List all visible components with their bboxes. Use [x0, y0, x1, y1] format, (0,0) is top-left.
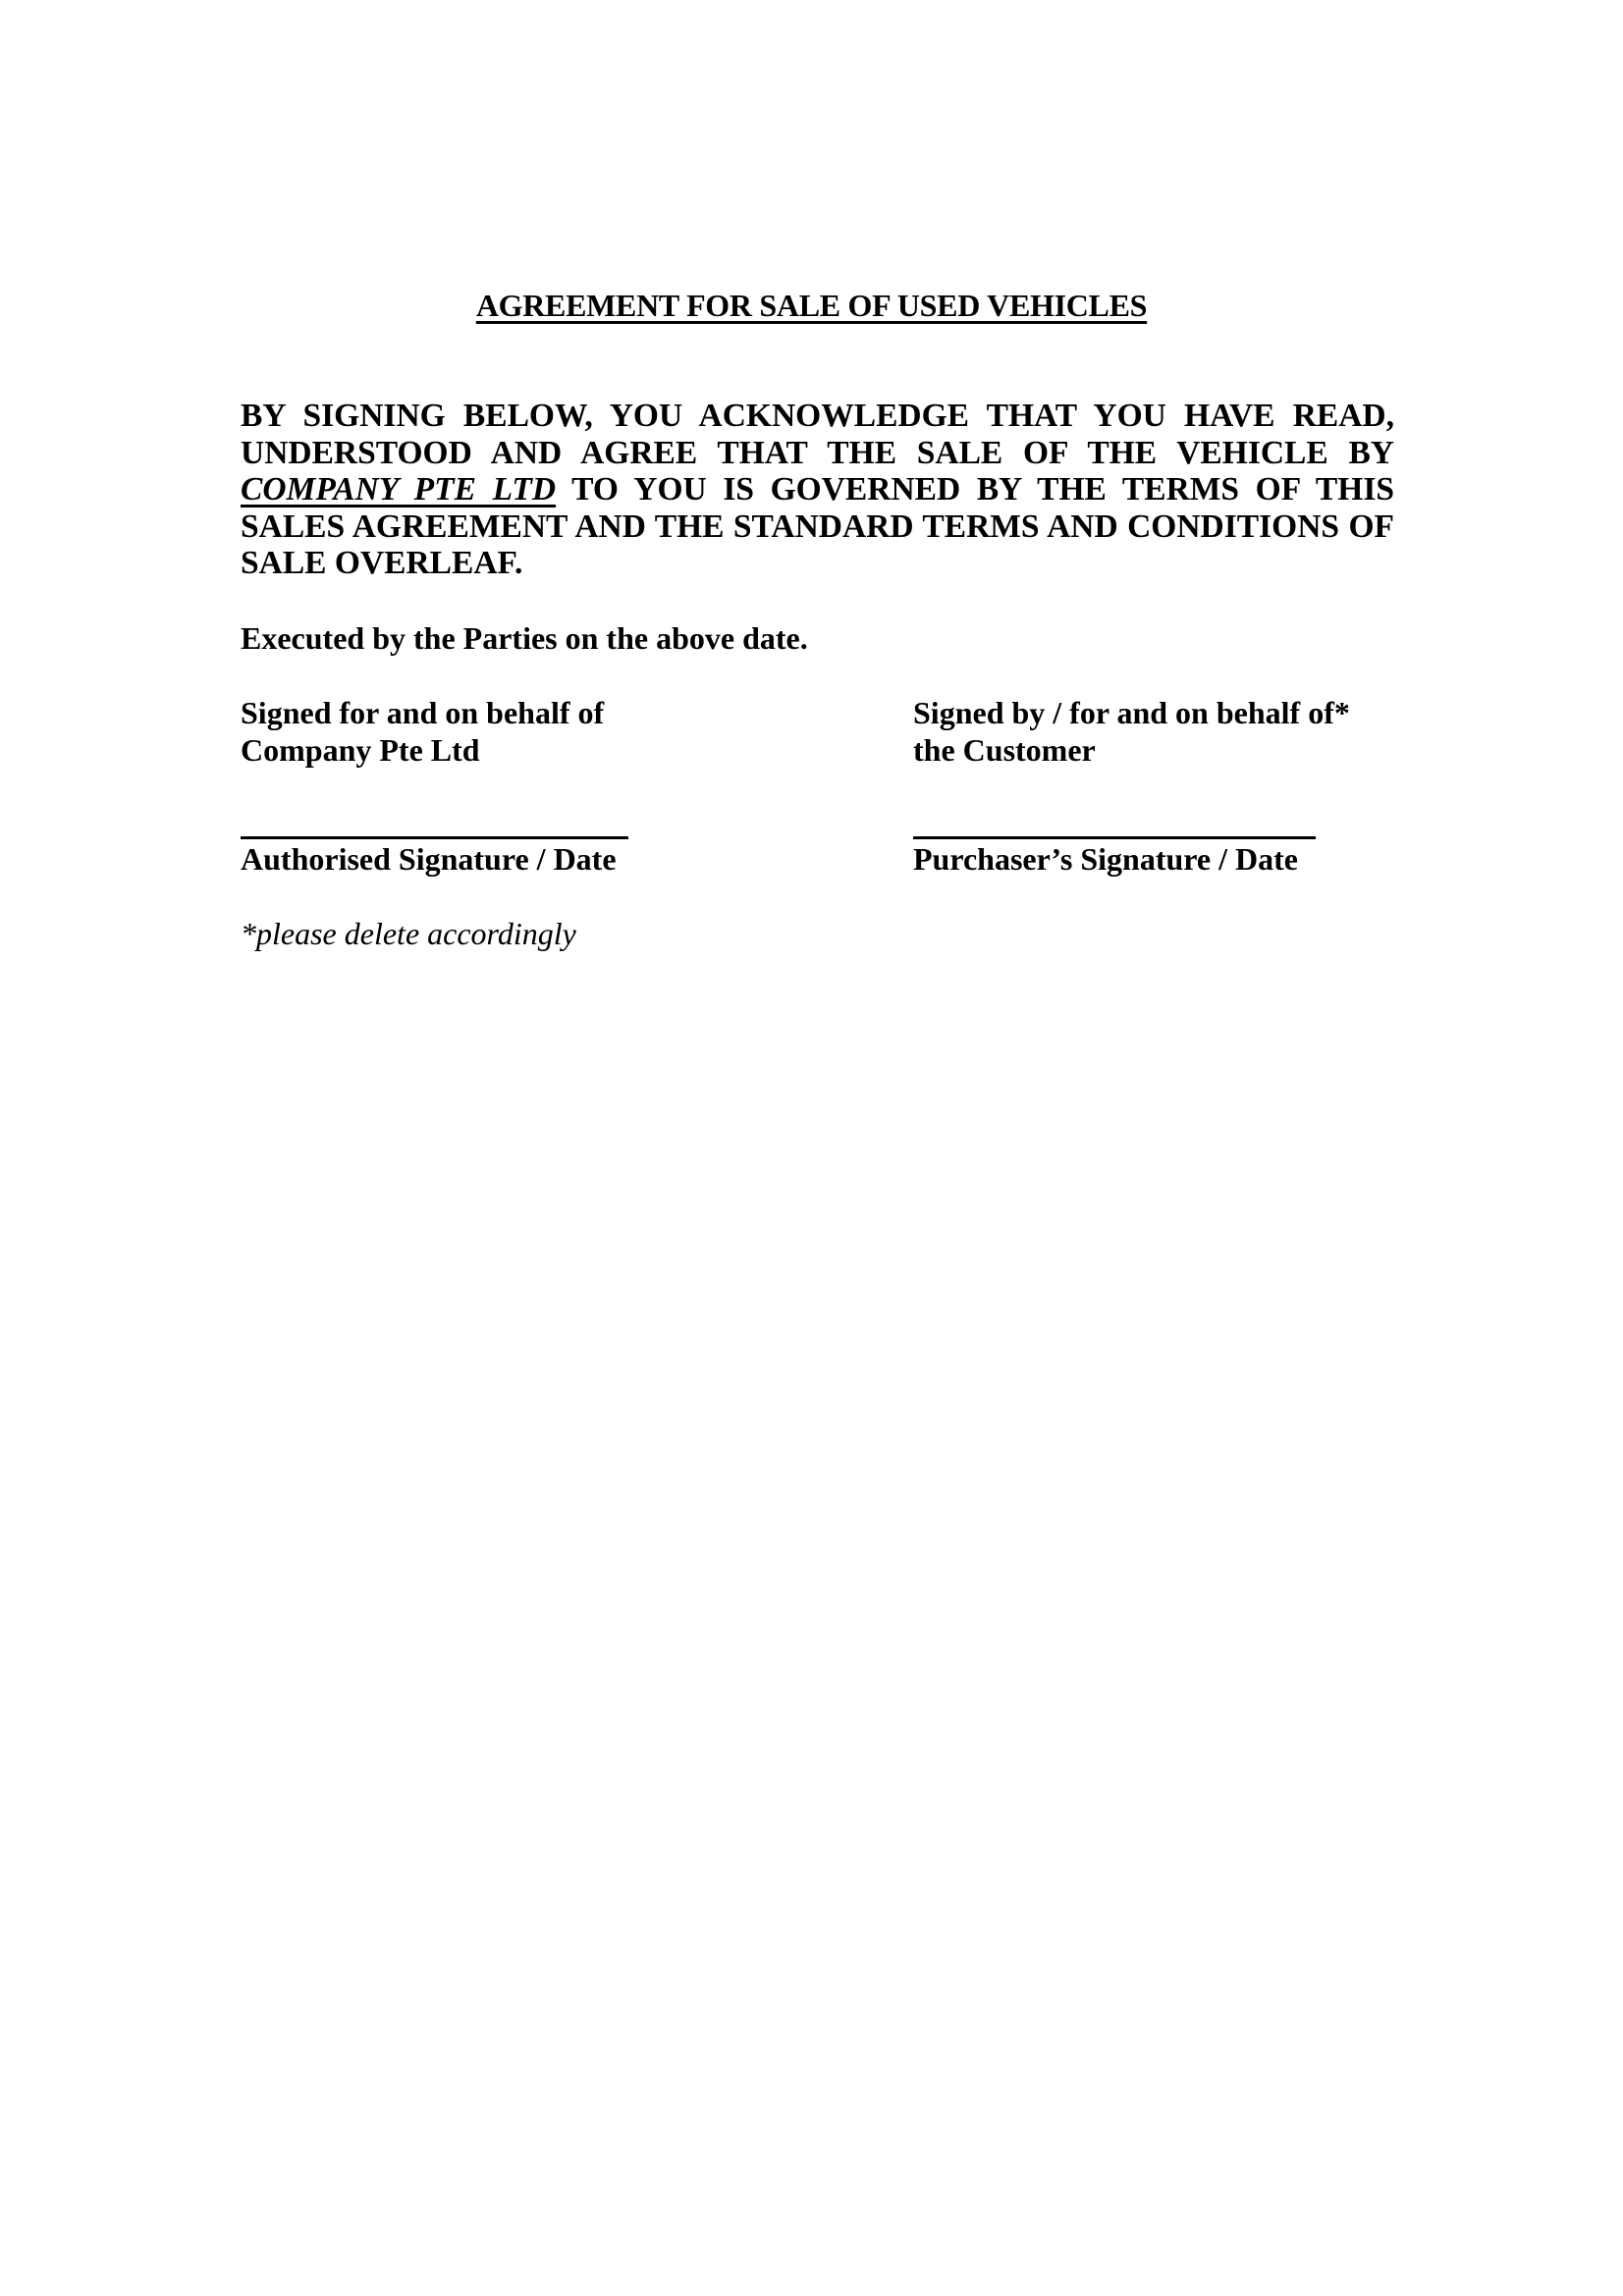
purchaser-signature-label: Purchaser’s Signature / Date: [913, 841, 1298, 877]
company-signature-line1: Signed for and on behalf of: [241, 695, 605, 730]
customer-signature-line2: the Customer: [913, 732, 1096, 768]
customer-signature-line1: Signed by / for and on behalf of*: [913, 695, 1350, 730]
company-signature-block: [241, 694, 604, 769]
executed-statement: Executed by the Parties on the above date.: [241, 620, 808, 656]
acknowledgement-prefix: BY SIGNING BELOW, YOU ACKNOWLEDGE THAT YOU HAVE READ, UNDERSTOOD AND AGREE THAT THE SALE OF THE VEHICLE BY: [241, 398, 1394, 471]
authorised-signature-line: [241, 836, 628, 839]
authorised-signature-label: Authorised Signature / Date: [241, 841, 617, 877]
customer-signature-block: [913, 694, 1350, 769]
acknowledgement-suffix: TO YOU IS GOVERNED BY THE TERMS OF THIS SALES AGREEMENT AND THE STANDARD TERMS AND CONDITIONS OF SALE OVERLEAF.: [241, 471, 1395, 582]
purchaser-signature-line: [913, 836, 1316, 839]
company-signature-line2: Company Pte Ltd: [241, 732, 480, 768]
acknowledgement-paragraph: [241, 398, 1394, 582]
company-name: COMPANY PTE LTD: [241, 471, 557, 508]
footnote: *please delete accordingly: [241, 916, 576, 951]
document-title: AGREEMENT FOR SALE OF USED VEHICLES: [475, 288, 1148, 323]
